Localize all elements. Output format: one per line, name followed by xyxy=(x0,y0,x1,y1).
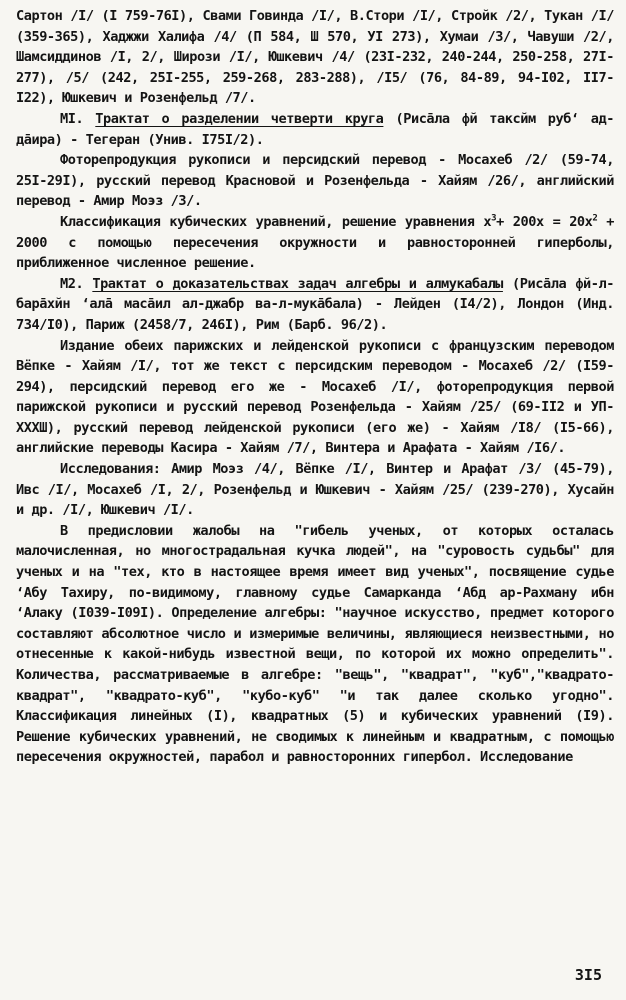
section-heading-m1 xyxy=(16,109,614,150)
paragraph-m2-studies: Исследования: Амир Моэз /4/, Вёпке /I/, Винтер и Арафат /3/ (45-79), Ивс /I/, Мосахеб /I, 2/, Розенфельд и Юшкевич - Хайям /25/ (239-270), Хусайн и др. /I/, Юшкевич /I/. xyxy=(16,461,614,519)
paragraph-m1-editions: Фоторепродукция рукописи и персидский перевод - Мосахеб /2/ (59-74, 25I-29I), русский перевод Красновой и Розенфельда - Хайям /26/, английский перевод - Амир Моэз /3/. xyxy=(16,152,614,210)
body-text xyxy=(16,6,614,768)
paragraph-m2-editions: Издание обеих парижских и лейденской рукописи с французским переводом Вёпке - Хайям /I/, тот же текст с персидским переводом - Мосахеб /2/ (I59-294), персидский перевод его же - Мосахеб /I/, фоторепродукция первой парижской рукописи и русский перевод Розенфельда - Хайям /25/ (69-II2 и УП-XXXШ), русский перевод лейденской рукописи (его же) - Хайям /I8/ (I5-66), английские переводы Касира - Хайям /7/, Винтера и Арафата - Хайям /I6/. xyxy=(16,337,614,457)
paragraph-m1-content xyxy=(16,212,614,274)
section-title-m2: Трактат о доказательствах задач алгебры и алмукабалы xyxy=(92,275,503,292)
paragraph-m2-summary: В предисловии жалобы на "гибель ученых, от которых осталась малочисленная, но многострадальная кучка людей", на "суровость судьбы" для ученых и на "тех, кто в настоящее время имеет вид ученых", посвящение судье ‘Абу Тахиру, по-видимому, главному судье Самарканда ‘Абд ар-Рахману ибн ‘Алаку (I039-I09I). Определение алгебры: "научное искусство, предмет которого составляют абсолютное число и измеримые величины, являющиеся неизвестными, но отнесенные к какой-нибудь известной вещи, по которой их можно определить". Количества, рассматриваемые в алгебре: "вещь", "квадрат", "куб","квадрато-квадрат", "квадрато-куб", "кубо-куб" "и так далее сколько угодно". Классификация линейных (I), квадратных (5) и кубических уравнений (I9). Решение кубических уравнений, не сводимых к линейным и квадратным, с помощью пересечения окружностей, парабол и равносторонних гипербол. Исследование xyxy=(16,522,614,766)
section-title-m1: Трактат о разделении четверти круга xyxy=(95,110,384,127)
equation-exponent-2: 2 xyxy=(592,213,598,224)
equation-text-pre: Классификация кубических уравнений, решение уравнения x xyxy=(60,213,492,230)
paragraph-bibliography-continued: Сартон /I/ (I 759-76I), Свами Говинда /I/, В.Стори /I/, Стройк /2/, Тукан /I/ (359-365), Хаджжи Халифа /4/ (П 584, Ш 570, УI 273), Хумаи /3/, Чавуши /2/, Шамсиддинов /I, 2/, Ширози /I/, Юшкевич /4/ (23I-232, 240-244, 250-258, 27I-277), /5/ (242, 25I-255, 259-268, 283-288), /I5/ (76, 84-89, 94-I02, II7-I22), Юшкевич и Розенфельд /7/. xyxy=(16,8,614,107)
page-number: 3I5 xyxy=(574,966,602,984)
equation-text-post: + 2000 с помощью пересечения окружности и равносторонней гиперболы, приближенное численное решение. xyxy=(16,213,614,272)
section-heading-m2 xyxy=(16,274,614,336)
equation-exponent-3: 3 xyxy=(491,213,497,224)
equation-text-mid: + 200x = 20x xyxy=(496,213,593,230)
section-details-m1: (Рисāла фй таксйм руб‘ ад-дāира) - Тегеран (Унив. I75I/2). xyxy=(16,110,614,148)
section-number-m2: М2. xyxy=(60,275,84,292)
section-number-m1: МI. xyxy=(60,110,84,127)
section-details-m2: (Рисāла фй-л-барāхйн ‘алā масāил ал-джабр ва-л-мукāбала) - Лейден (I4/2), Лондон (Инд. 734/I0), Париж (2458/7, 246I), Рим (Барб. 96/2). xyxy=(16,275,614,333)
